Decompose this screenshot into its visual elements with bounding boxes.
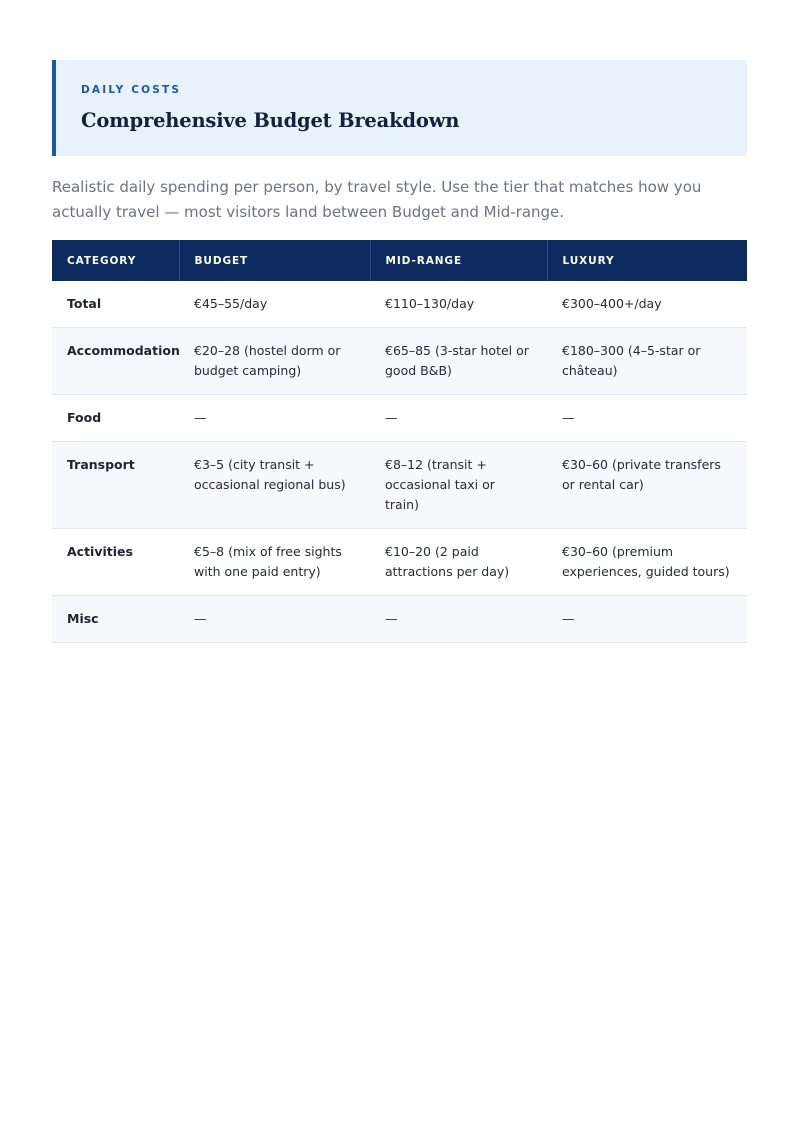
table-header [52, 240, 747, 281]
row-category-cell: Accommodation [52, 328, 179, 395]
luxury-cell: €30–60 (premium experiences, guided tours) [547, 529, 747, 596]
row-category-cell: Food [52, 395, 179, 442]
budget-cell: €45–55/day [179, 281, 370, 328]
section-eyebrow: DAILY COSTS [81, 84, 182, 96]
luxury-cell: €180–300 (4–5-star or château) [547, 328, 747, 395]
budget-cell: — [179, 596, 370, 643]
table-row [52, 442, 747, 529]
budget-cell: — [179, 395, 370, 442]
column-header-category: CATEGORY [52, 240, 179, 281]
row-category-cell: Total [52, 281, 179, 328]
column-header-midrange: MID-RANGE [370, 240, 547, 281]
column-header-luxury: LUXURY [547, 240, 747, 281]
row-category-cell: Activities [52, 529, 179, 596]
budget-cell: €5–8 (mix of free sights with one paid entry) [179, 529, 370, 596]
midrange-cell: — [370, 395, 547, 442]
table-row [52, 596, 747, 643]
luxury-cell: — [547, 596, 747, 643]
midrange-cell: — [370, 596, 547, 643]
table-header-row [52, 240, 747, 281]
luxury-cell: — [547, 395, 747, 442]
intro-paragraph: Realistic daily spending per person, by travel style. Use the tier that matches how you actually travel — most visitors land between Budget and Mid-range. [52, 178, 702, 221]
budget-table [52, 240, 747, 643]
luxury-cell: €300–400+/day [547, 281, 747, 328]
table-body [52, 281, 747, 643]
luxury-cell: €30–60 (private transfers or rental car) [547, 442, 747, 529]
table-row [52, 281, 747, 328]
column-header-budget: BUDGET [179, 240, 370, 281]
row-category-cell: Transport [52, 442, 179, 529]
section-title: Comprehensive Budget Breakdown [81, 109, 460, 132]
table-row [52, 395, 747, 442]
budget-cell: €3–5 (city transit + occasional regional bus) [179, 442, 370, 529]
table-row [52, 328, 747, 395]
table-row [52, 529, 747, 596]
section-header-callout [52, 60, 747, 156]
budget-section [52, 60, 747, 643]
midrange-cell: €65–85 (3-star hotel or good B&B) [370, 328, 547, 395]
midrange-cell: €10–20 (2 paid attractions per day) [370, 529, 547, 596]
midrange-cell: €110–130/day [370, 281, 547, 328]
midrange-cell: €8–12 (transit + occasional taxi or train) [370, 442, 547, 529]
row-category-cell: Misc [52, 596, 179, 643]
budget-cell: €20–28 (hostel dorm or budget camping) [179, 328, 370, 395]
